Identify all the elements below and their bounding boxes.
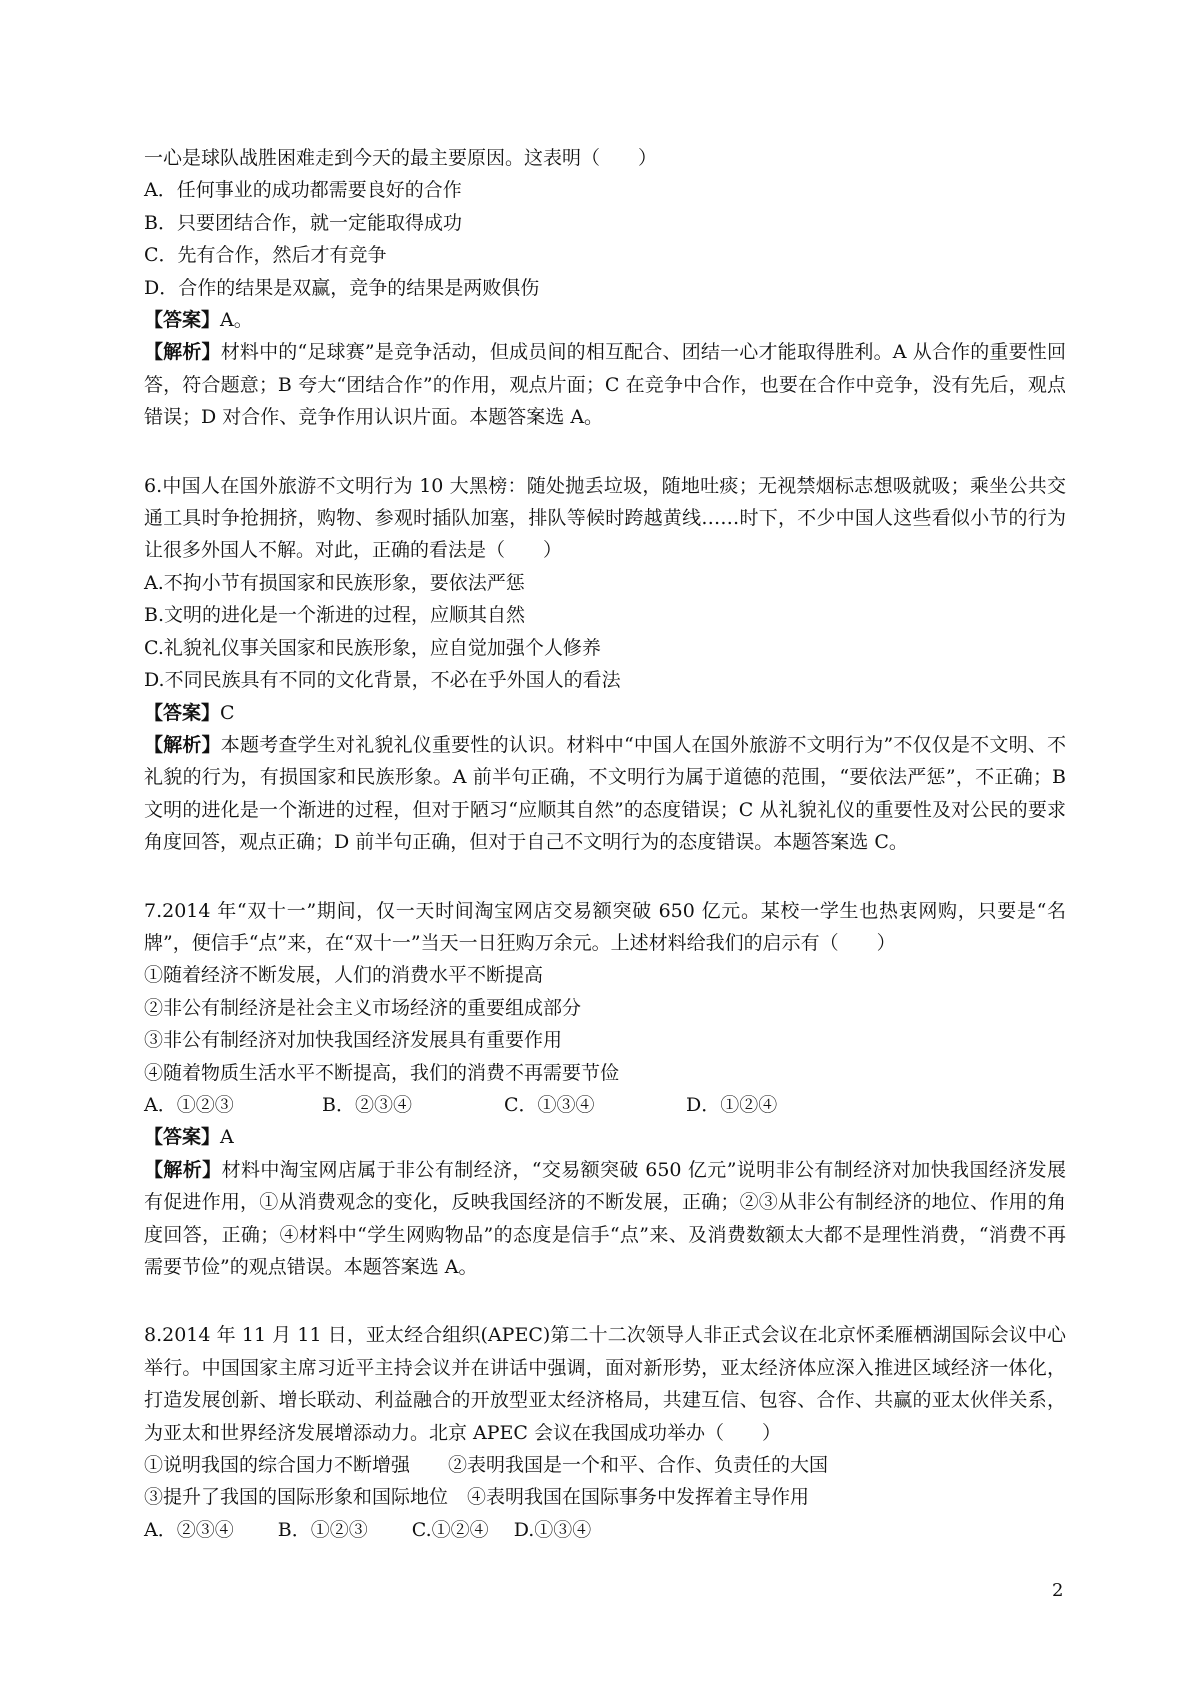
option-b: B.文明的进化是一个渐进的过程，应顺其自然 xyxy=(144,604,526,627)
analysis-text: 材料中淘宝网店属于非公有制经济，“交易额突破 650 亿元”说明非公有制经济对加快我国经济发展有促进作用，①从消费观念的变化，反映我国经济的不断发展，正确；②③从非公有制经济的地位、作用的角度回答，正确；④材料中“学生网购物品”的态度是信手“点”来、及消费数额太大都不是理性消费，“消费不再需要节俭”的观点错误。本题答案选 A。 xyxy=(144,1158,1066,1278)
statements-line-1: ①说明我国的综合国力不断增强 ②表明我国是一个和平、合作、负责任的大国 xyxy=(144,1454,829,1477)
option-b: B．只要团结合作，就一定能取得成功 xyxy=(144,211,462,234)
answer-label: 【答案】 xyxy=(144,701,221,724)
analysis-text: 本题考查学生对礼貌礼仪重要性的认识。材料中“中国人在国外旅游不文明行为”不仅仅是不文明、不礼貌的行为，有损国家和民族形象。A 前半句正确，不文明行为属于道德的范围，“要依法严惩”，不正确；B 文明的进化是一个渐进的过程，但对于陋习“应顺其自然”的态度错误；C 从礼貌礼仪的重要性及对公民的要求角度回答，观点正确；D 前半句正确，但对于自己不文明行为的态度错误。本题答案选 C。 xyxy=(144,733,1066,854)
option-d: D.不同民族具有不同的文化背景，不必在乎外国人的看法 xyxy=(144,669,621,692)
statements-line-2: ③提升了我国的国际形象和国际地位 ④表明我国在国际事务中发挥着主导作用 xyxy=(144,1486,810,1509)
question-6 xyxy=(144,470,1066,859)
answer-line xyxy=(144,1121,1066,1153)
option-d: D．①②④ xyxy=(686,1093,778,1116)
options-row xyxy=(144,1089,1066,1121)
answer-value: C xyxy=(220,701,235,724)
question-5 xyxy=(144,142,1066,434)
spacer xyxy=(144,859,1066,895)
option-d: D．合作的结果是双赢，竞争的结果是两败俱伤 xyxy=(144,276,540,299)
answer-value: A。 xyxy=(220,309,253,332)
answer-line xyxy=(144,697,1066,729)
question-8 xyxy=(144,1319,1066,1546)
answer-value: A xyxy=(220,1126,234,1149)
question-stem: 一心是球队战胜困难走到今天的最主要原因。这表明（ ） xyxy=(144,147,658,169)
statement-2: ②非公有制经济是社会主义市场经济的重要组成部分 xyxy=(144,996,582,1019)
option-c: C．①③④ xyxy=(504,1093,595,1116)
option-a: A．任何事业的成功都需要良好的合作 xyxy=(144,179,462,202)
analysis-paragraph xyxy=(144,1154,1066,1284)
answer-line xyxy=(144,304,1066,336)
spacer xyxy=(144,434,1066,470)
option-a: A.不拘小节有损国家和民族形象，要依法严惩 xyxy=(144,571,525,594)
option-b: B．②③④ xyxy=(322,1093,412,1116)
answer-label: 【答案】 xyxy=(144,309,221,332)
spacer xyxy=(144,1283,1066,1319)
question-stem: 8.2014 年 11 月 11 日，亚太经合组织(APEC)第二十二次领导人非正式会议在北京怀柔雁栖湖国际会议中心举行。中国国家主席习近平主持会议并在讲话中强调，面对新形势，亚太经济体应深入推进区域经济一体化，打造发展创新、增长联动、利益融合的开放型亚太经济格局，共建互信、包容、合作、共赢的亚太伙伴关系，为亚太和世界经济发展增添动力。北京 APEC 会议在我国成功举办（ ） xyxy=(144,1324,1066,1444)
analysis-label: 【解析】 xyxy=(144,733,221,756)
analysis-label: 【解析】 xyxy=(144,341,221,364)
page-content xyxy=(144,142,1066,1546)
question-stem: 6.中国人在国外旅游不文明行为 10 大黑榜：随处抛丢垃圾，随地吐痰；无视禁烟标志想吸就吸；乘坐公共交通工具时争抢拥挤，购物、参观时插队加塞，排队等候时跨越黄线……时下，不少中国人这些看似小节的行为让很多外国人不解。对此，正确的看法是（ ） xyxy=(144,474,1066,562)
option-a: A．①②③ xyxy=(144,1093,234,1116)
option-c: C．先有合作，然后才有竞争 xyxy=(144,244,387,267)
question-stem: 7.2014 年“双十一”期间，仅一天时间淘宝网店交易额突破 650 亿元。某校一学生也热衷网购，只要是“名牌”，便信手“点”来，在“双十一”当天一日狂购万余元。上述材料给我们的启示有（ ） xyxy=(144,899,1066,954)
analysis-paragraph xyxy=(144,336,1066,433)
page-number: 2 xyxy=(1052,1580,1064,1601)
analysis-label: 【解析】 xyxy=(144,1158,222,1181)
analysis-paragraph xyxy=(144,729,1066,859)
answer-label: 【答案】 xyxy=(144,1126,221,1149)
option-c: C.礼貌礼仪事关国家和民族形象，应自觉加强个人修养 xyxy=(144,636,601,659)
question-7 xyxy=(144,895,1066,1284)
analysis-text: 材料中的“足球赛”是竞争活动，但成员间的相互配合、团结一心才能取得胜利。A 从合作的重要性回答，符合题意；B 夸大“团结合作”的作用，观点片面；C 在竞争中合作，也要在合作中竞争，没有先后，观点错误；D 对合作、竞争作用认识片面。本题答案选 A。 xyxy=(144,341,1066,429)
statement-3: ③非公有制经济对加快我国经济发展具有重要作用 xyxy=(144,1029,563,1052)
statement-4: ④随着物质生活水平不断提高，我们的消费不再需要节俭 xyxy=(144,1061,620,1084)
options-row: A．②③④ B．①②③ C.①②④ D.①③④ xyxy=(144,1518,592,1541)
statement-1: ①随着经济不断发展，人们的消费水平不断提高 xyxy=(144,964,544,987)
